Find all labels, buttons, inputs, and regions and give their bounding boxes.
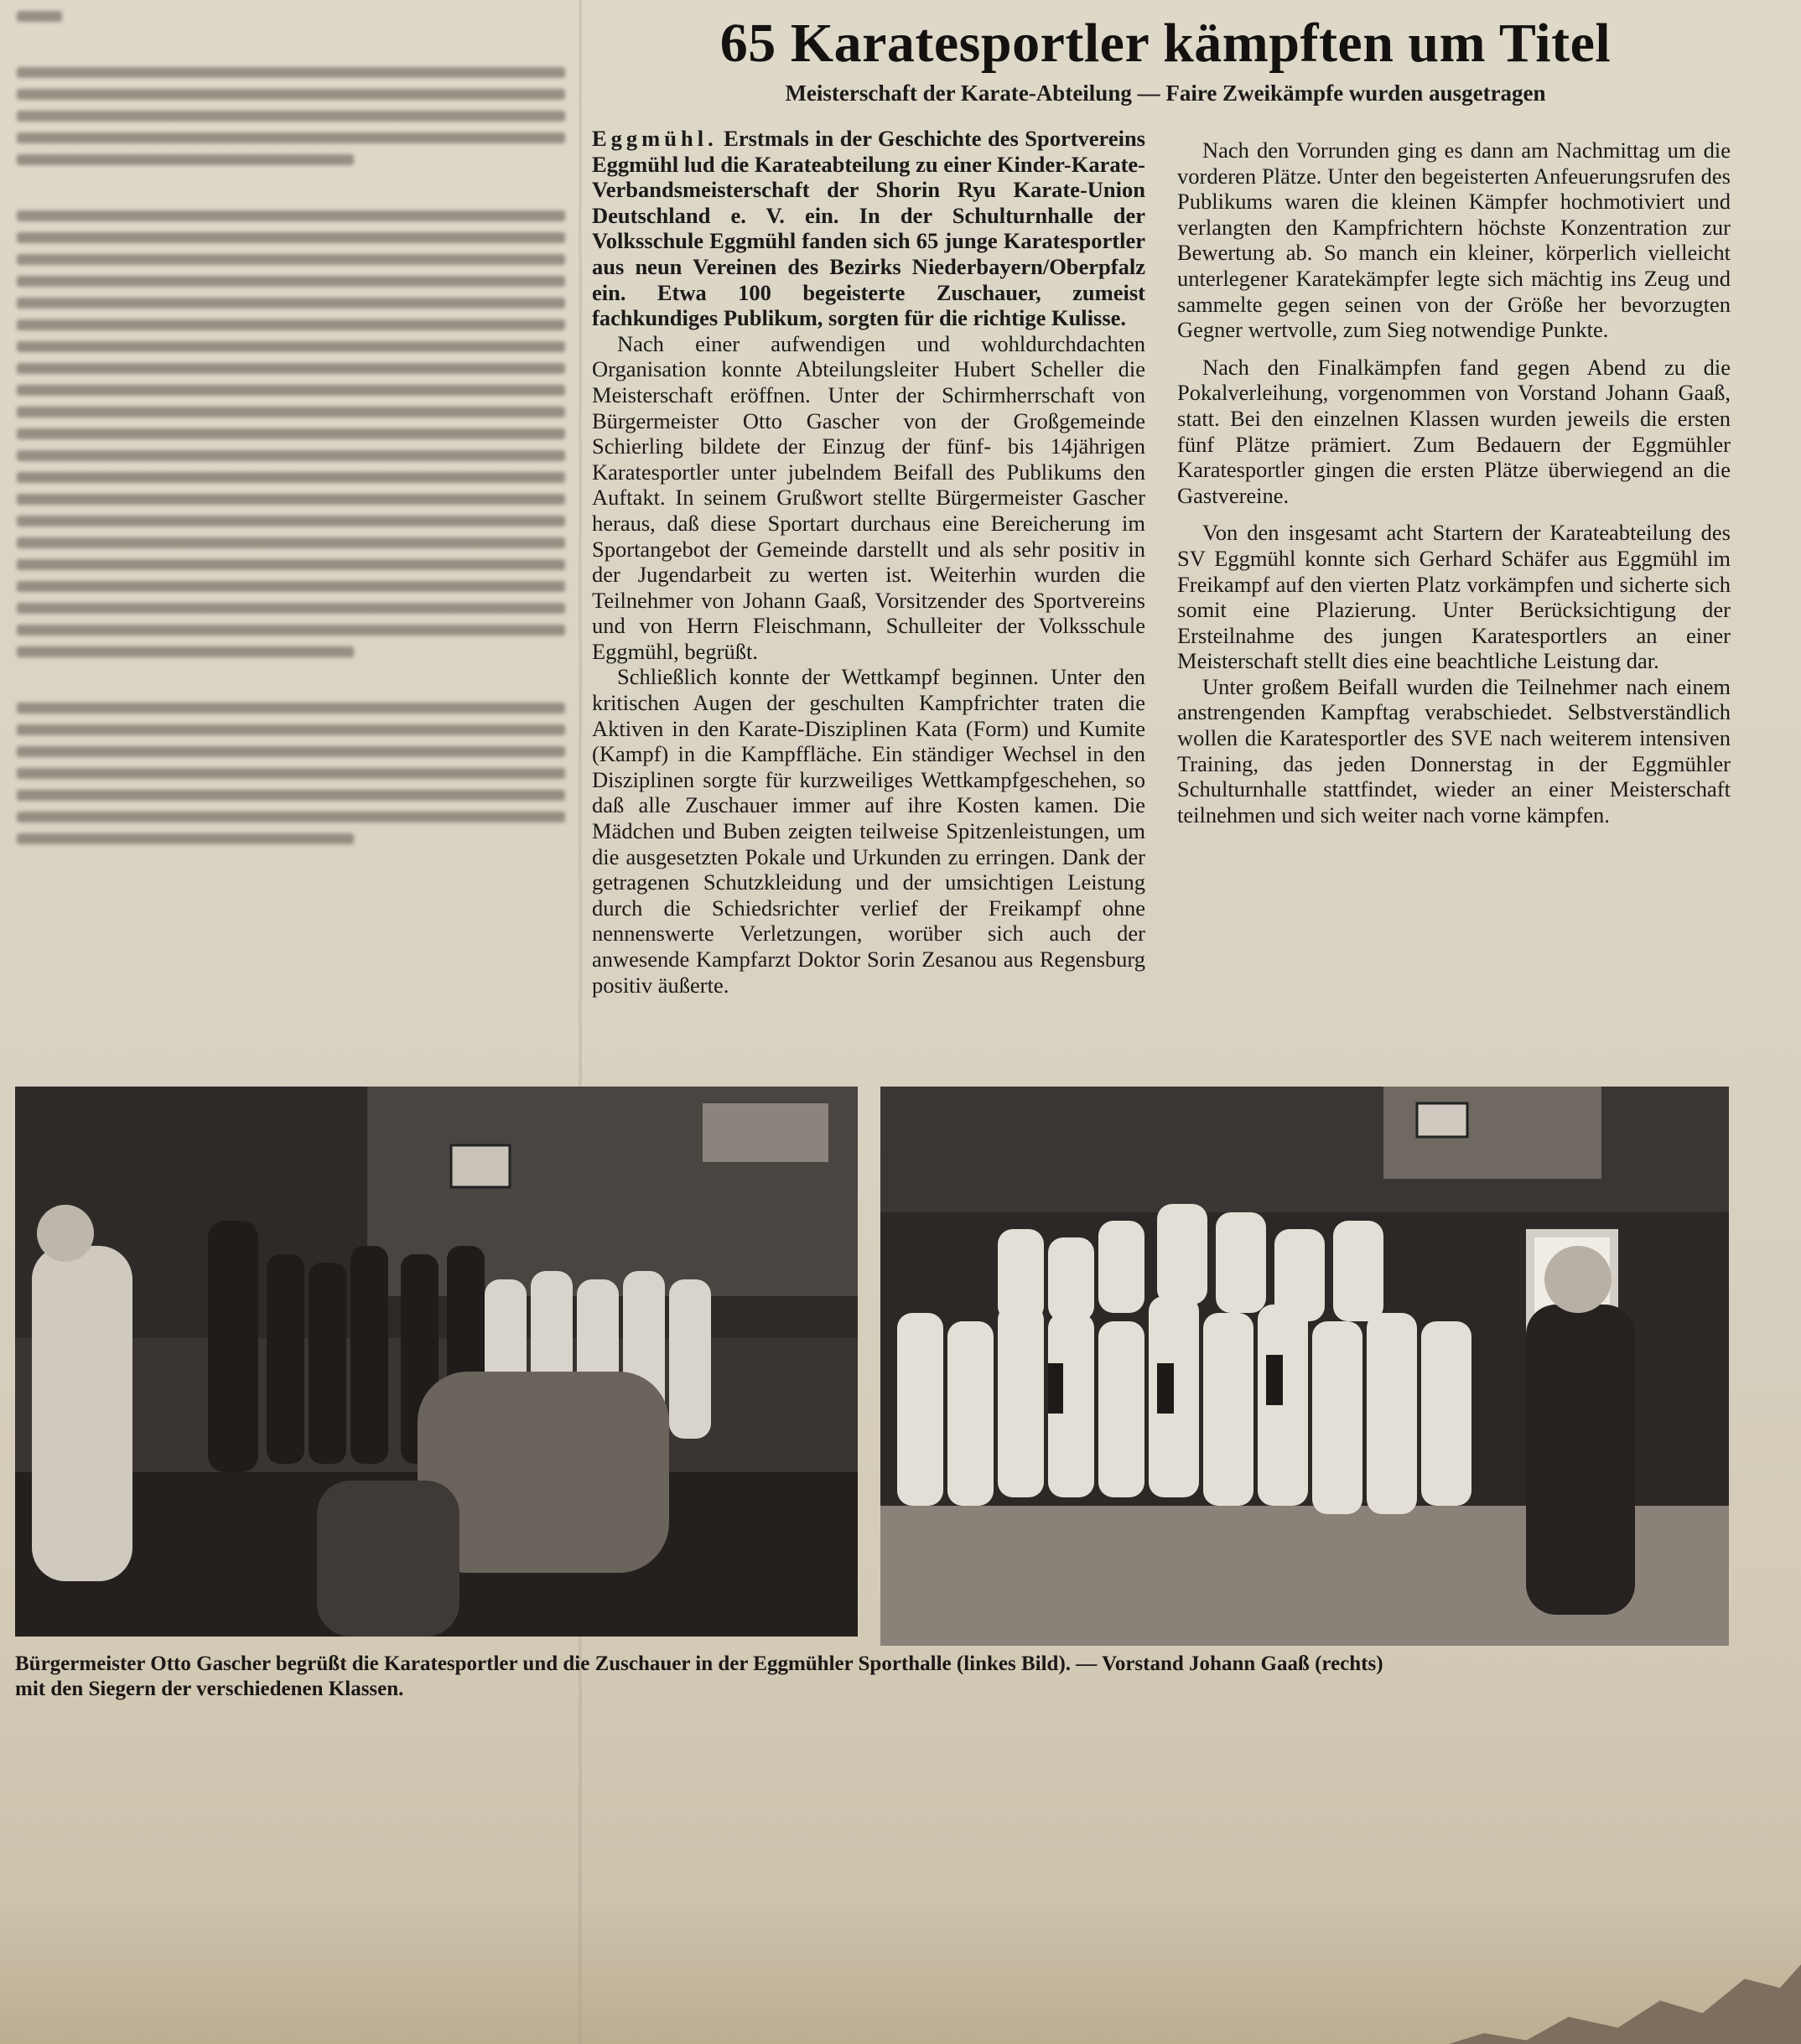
article-column-1 [592, 126, 1145, 998]
article-subheadline: Meisterschaft der Karate-Abteilung — Faire Zweikämpfe wurden ausgetragen [785, 80, 1546, 106]
article-headline: 65 Karatesportler kämpften um Titel [719, 13, 1612, 74]
photo-caption [15, 1652, 1734, 1702]
lead-text: Erstmals in der Geschichte des Sportvereins Eggmühl lud die Karateabteilung zu einer Kinder-Karate-Verbandsmeisterschaft der Shorin Ryu Karate-Union Deutschland e. V. ein. In der Schulturnhalle der Volksschule Eggmühl fanden sich 65 junge Karatesportler aus neun Vereinen des Bezirks Niederbayern/Oberpfalz ein. Etwa 100 begeisterte Zuschauer, zumeist fachkundiges Publikum, sorgten für die richtige Kulisse. [592, 126, 1145, 331]
paper-wear [0, 1903, 1801, 2044]
article-paragraph: Schließlich konnte der Wettkampf beginnen. Unter den kritischen Augen der geschulten Kampfrichter traten die Aktiven in den Karate-Disziplinen Kata (Form) und Kumite (Kampf) in die Kampffläche. Ein ständiger Wechsel in den Disziplinen sorgte für kurzweiliges Wettkampfgeschehen, so daß alle Zuschauer immer auf ihre Kosten kamen. Die Mädchen und Buben zeigten teilweise Spitzenleistungen, um die ausgesetzten Pokale und Urkunden zu erringen. Dank der getragenen Schutzkleidung und der umsichtigen Leistung durch die Schiedsrichter verlief der Freikampf ohne nennenswerte Verletzungen, worüber sich auch der anwesende Kampfarzt Doktor Sorin Zesanou aus Regensburg positiv äußerte. [592, 664, 1145, 998]
photo-mayor-greeting [15, 1087, 858, 1637]
photo-winners-group [880, 1087, 1729, 1646]
dateline-place: Eggmühl. [592, 126, 718, 151]
article-paragraph: Nach einer aufwendigen und wohldurchdachten Organisation konnte Abteilungsleiter Hubert Scheller die Meisterschaft eröffnen. Unter der Schirmherrschaft von Bürgermeister Otto Gascher von der Großgemeinde Schierling bildete der Einzug der fünf- bis 14jährigen Karatesportler unter jubelndem Beifall des Publikums den Auftakt. In seinem Grußwort stellte Bürgermeister Gascher heraus, daß diese Sportart durchaus eine Bereicherung im Sportangebot der Gemeinde darstellt und als sehr positiv in der Jugendarbeit zu werten ist. Weiterhin wurden die Teilnehmer von Johann Gaaß, Vorsitzender des Sportvereins und von Herrn Fleischmann, Schulleiter der Volksschule Eggmühl, begrüßt. [592, 330, 1145, 664]
article-paragraph: Unter großem Beifall wurden die Teilnehmer nach einem anstrengenden Kampftag verabschiedet. Selbstverständlich wollen die Karatesportler des SVE nach weiterem intensiven Training, das jeden Donnerstag in der Eggmühler Schulturnhalle stattfindet, wieder an einer Meisterschaft teilnehmen und sich weiter nach vorne kämpfen. [1177, 673, 1731, 827]
blurred-adjacent-column [10, 0, 572, 1073]
article-lead [592, 126, 1145, 331]
article-paragraph: Nach den Finalkämpfen fand gegen Abend zu die Pokalverleihung, vorgenommen von Vorstand Johann Gaaß, statt. Bei den einzelnen Klassen wurden jeweils die ersten fünf Plätze prämiert. Zum Bedauern der Eggmühler Karatesportler gingen die ersten Plätze überwiegend an die Gastvereine. [1177, 354, 1731, 508]
caption-line-1: Bürgermeister Otto Gascher begrüßt die Karatesportler und die Zuschauer in der Eggmühler Sporthalle (linkes Bild). — Vorstand Johann Gaaß (rechts) [15, 1652, 1383, 1675]
article-column-2-text [1177, 126, 1731, 827]
caption-line-2: mit den Siegern der verschiedenen Klassen. [15, 1678, 404, 1700]
column-rule [579, 0, 582, 2044]
article-paragraph: Nach den Vorrunden ging es dann am Nachmittag um die vorderen Plätze. Unter den begeisterten Anfeuerungsrufen des Publikums waren die kleinen Kämpfer hochmotiviert und verlangten den Kampfrichtern höchste Konzentration zur Bewertung ab. So manch ein kleiner, körperlich vielleicht unterlegener Karatekämpfer legte sich mächtig ins Zeug und sammelte gegen seinen von der Größe her bevorzugten Gegner wertvolle, zum Sieg notwendige Punkte. [1177, 137, 1731, 343]
article-paragraph: Von den insgesamt acht Startern der Karateabteilung des SV Eggmühl konnte sich Gerhard Schäfer aus Eggmühl im Freikampf auf den vierten Platz vorkämpfen und sicherte sich somit eine Plazierung. Unter Berücksichtigung der Ersteilnahme des jungen Karatesportlers an einer Meisterschaft stellt dies eine beachtliche Leistung dar. [1177, 520, 1731, 674]
